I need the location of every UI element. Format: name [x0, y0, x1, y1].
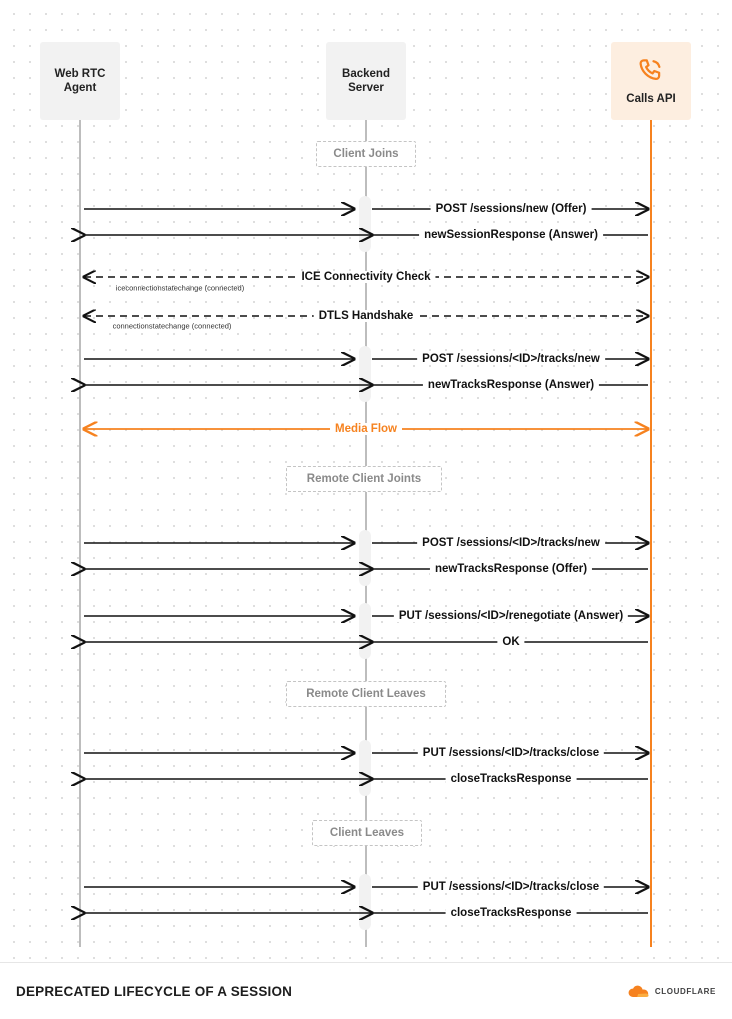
message-label: POST /sessions/<ID>/tracks/new [417, 353, 605, 365]
actor-webrtc-agent-line2: Agent [63, 82, 97, 94]
lifeline-webrtc-agent [79, 42, 81, 947]
message-label: ICE Connectivity Check [296, 271, 435, 283]
cloud-icon [628, 985, 650, 998]
cloudflare-logo [628, 985, 716, 998]
message-label: OK [497, 636, 524, 648]
message-label: POST /sessions/<ID>/tracks/new [417, 537, 605, 549]
message-label: DTLS Handshake [314, 310, 419, 322]
activation-bar [359, 346, 371, 402]
actor-backend-server[interactable] [326, 42, 406, 120]
lifeline-backend-server [365, 42, 367, 947]
activation-bar [359, 740, 371, 796]
phase-label: Remote Client Joints [306, 473, 422, 485]
message-label: newTracksResponse (Answer) [423, 379, 599, 391]
message-label: PUT /sessions/<ID>/tracks/close [418, 747, 604, 759]
phase-label: Client Joins [333, 148, 399, 160]
message-note: iceconnectionstatechange (connected) [115, 283, 245, 293]
phase-label: Remote Client Leaves [306, 688, 426, 700]
message-label: newSessionResponse (Answer) [419, 229, 603, 241]
message-label: closeTracksResponse [446, 907, 577, 919]
message-label: closeTracksResponse [446, 773, 577, 785]
message-label: PUT /sessions/<ID>/tracks/close [418, 881, 604, 893]
diagram-footer [0, 964, 732, 1019]
message-note: connectionstatechange (connected) [112, 321, 232, 331]
phone-icon [636, 56, 666, 90]
actor-backend-server-line1: Backend [342, 67, 390, 80]
activation-bar [359, 874, 371, 930]
phase-remote-client-joins [286, 466, 442, 492]
actor-backend-server-line2: Server [348, 82, 384, 94]
activation-bar [359, 603, 371, 659]
cloudflare-wordmark: CLOUDFLARE [654, 987, 716, 996]
phase-label: Client Leaves [329, 827, 405, 839]
actor-webrtc-agent-line1: Web RTC [54, 67, 106, 80]
page-title: DEPRECATED LIFECYCLE OF A SESSION [16, 984, 293, 999]
message-label-media-flow: Media Flow [330, 423, 402, 435]
actor-calls-api-label: Calls API [626, 93, 676, 106]
actor-calls-api[interactable] [611, 42, 691, 120]
message-label: POST /sessions/new (Offer) [431, 203, 592, 215]
message-label: newTracksResponse (Offer) [430, 563, 592, 575]
lifeline-calls-api [650, 42, 652, 947]
actor-webrtc-agent[interactable] [40, 42, 120, 120]
phase-client-joins [316, 141, 416, 167]
message-label: PUT /sessions/<ID>/renegotiate (Answer) [394, 610, 628, 622]
phase-client-leaves [312, 820, 422, 846]
phase-remote-client-leaves [286, 681, 446, 707]
activation-bar [359, 530, 371, 586]
activation-bar [359, 196, 371, 252]
